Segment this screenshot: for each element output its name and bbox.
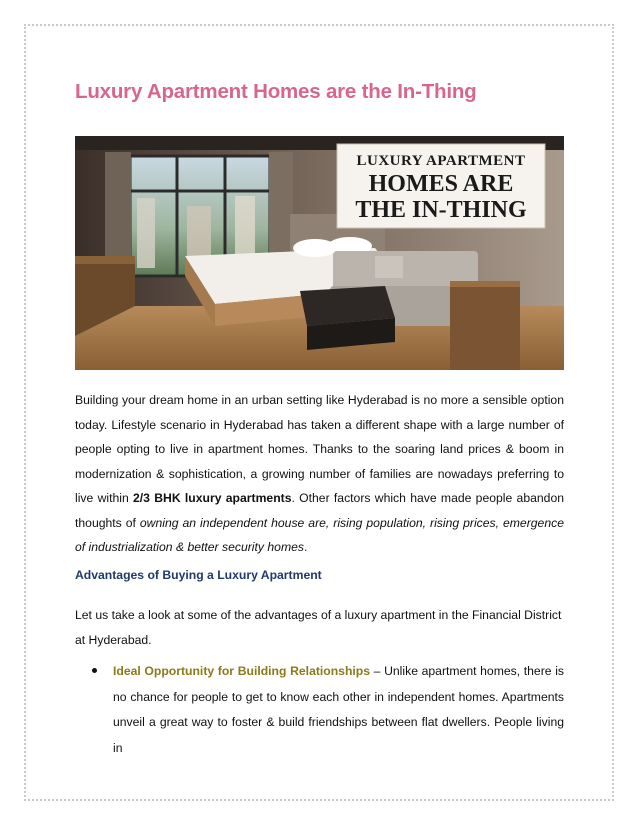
hero-overlay-line-1: LUXURY APARTMENT — [356, 153, 526, 169]
hero-overlay-line-2: HOMES ARE — [368, 171, 514, 197]
bhk-highlight: 2/3 BHK luxury apartments — [133, 491, 292, 505]
hero-image — [75, 136, 564, 370]
bullet-body: – Unlike apartment homes, there is no chance for people to get to know each other in independent homes. Apartments unveil a great way to foster & build friendships between flat dwellers. People living in — [113, 664, 565, 755]
intro-text-1: Building your dream home in an urban setting like Hyderabad is no more a sensible option today. Lifestyle scenario in Hyderabad has taken a different shape with a large number of people opting to live in apartment homes. Thanks to the soaring land prices & boom in modernization & sophistication, a growing number of families are nowadays preferring to live within — [75, 393, 564, 505]
intro-text-2: . Other factors which have made people abandon thoughts of — [75, 491, 565, 530]
bullet-heading: Ideal Opportunity for Building Relationships — [113, 664, 371, 678]
bullet-text — [113, 659, 564, 761]
bullet-icon — [92, 668, 97, 673]
page-title: Luxury Apartment Homes are the In-Thing — [75, 80, 477, 103]
section-heading: Advantages of Buying a Luxury Apartment — [75, 568, 322, 582]
intro-italic: owning an independent house are, rising population, rising prices, emergence of industrialization & better security homes — [75, 515, 564, 554]
intro-text-3: . — [303, 540, 308, 554]
hero-overlay-line-3: THE IN-THING — [355, 197, 527, 223]
intro-paragraph — [75, 388, 564, 560]
advantages-intro: Let us take a look at some of the advantages of a luxury apartment in the Financial District at Hyderabad. — [75, 608, 562, 647]
